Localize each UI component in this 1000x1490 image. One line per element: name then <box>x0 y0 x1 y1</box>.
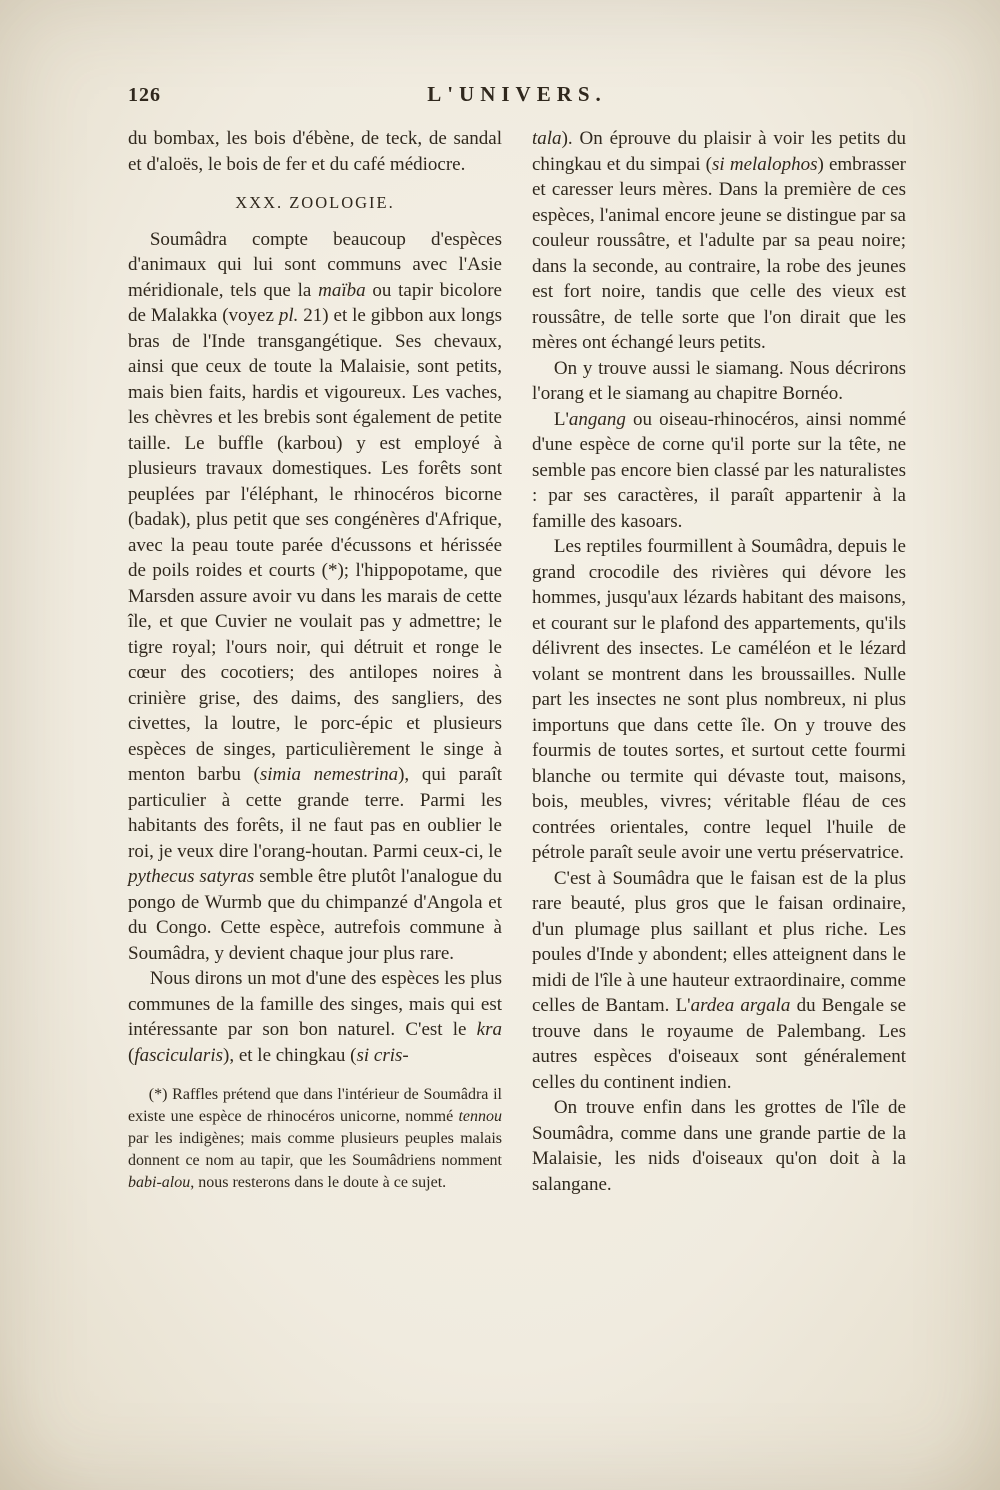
page-title: L'UNIVERS. <box>427 82 607 106</box>
paragraph-continuation: du bombax, les bois d'ébène, de teck, de sandal et d'aloës, le bois de fer et du café médiocre. <box>128 128 502 175</box>
paragraph-continuation: tala). On éprouve du plaisir à voir les petits du chingkau et du simpai (si melalophos) embrasser et caresser leurs mères. Dans la première de ces espèces, l'animal encore jeune se distingue par sa couleur roussâtre, et l'adulte par sa peau noire; dans la seconde, au contraire, la robe des jeunes est fort noire, tandis que celle des vieux est roussâtre, de telle sorte que l'on dirait que les mères ont échangé leurs petits. <box>532 128 906 353</box>
paragraph: Nous dirons un mot d'une des espèces les plus communes de la famille des singes, mais qui est intéressante par son bon naturel. C'est le kra (fascicularis), et le chingkau (si cris- <box>128 968 502 1066</box>
paragraph: L'angang ou oiseau-rhinocéros, ainsi nommé d'une espèce de corne qu'il porte sur la tête, ne semble pas encore bien classé par les naturalistes : par ses caractères, il paraît appartenir à la famille des kasoars. <box>532 408 906 532</box>
text-columns <box>128 126 906 1197</box>
left-column <box>128 126 502 1197</box>
page-header <box>128 82 906 112</box>
footnote-paragraph: (*) Raffles prétend que dans l'intérieur de Soumâdra il existe une espèce de rhinocéros unicorne, nommé tennou par les indigènes; mais comme plusieurs peuples malais donnent ce nom au tapir, que les Soumâdriens nomment babi-alou, nous resterons dans le doute à ce sujet. <box>128 1086 502 1191</box>
left-column-body <box>128 126 502 1068</box>
paragraph: On y trouve aussi le siamang. Nous décrirons l'orang et le siamang au chapitre Bornéo. <box>532 357 906 404</box>
footnote <box>128 1084 502 1194</box>
right-column-body <box>532 126 906 1197</box>
paragraph: C'est à Soumâdra que le faisan est de la plus rare beauté, plus gros que le faisan ordinaire, d'un plumage plus saillant et plus riche. Les poules d'Inde y abondent; elles atteignent dans le midi de l'île à une hauteur extraordinaire, comme celles de Bantam. L'ardea argala du Bengale se trouve dans le royaume de Palembang. Les autres espèces d'oiseaux sont généralement celles du continent indien. <box>532 867 907 1093</box>
right-column <box>532 126 906 1197</box>
paragraph: Soumâdra compte beaucoup d'espèces d'animaux qui lui sont communs avec l'Asie méridionale, tels que la maïba ou tapir bicolore de Malakka (voyez pl. 21) et le gibbon aux longs bras de l'Inde transgangétique. Ses chevaux, ainsi que ceux de toute la Malaisie, sont petits, mais bien faits, hardis et vigoureux. Les vaches, les chèvres et les brebis sont également de petite taille. Le buffle (karbou) y est employé à plusieurs travaux domestiques. Les forêts sont peuplées par l'éléphant, le rhinocéros bicorne (badak), plus petit que ses congénères d'Afrique, avec la peau toute parée d'écussons et hérissée de poils roides et courts (*); l'hippopotame, que Marsden assure avoir vu dans les marais de cette île, et que Cuvier ne voulait pas y admettre; le tigre royal; l'ours noir, qui détruit et ronge le cœur des cocotiers; des antilopes noires à crinière grise, des daims, des sangliers, des civettes, la loutre, le porc-épic et plusieurs espèces de singes, particulièrement le singe à menton barbu (simia nemestrina), qui paraît particulier à cette grande terre. Parmi les habitants des forêts, il ne faut pas en oublier le roi, je veux dire l'orang-houtan. Parmi ceux-ci, le pythecus satyras semble être plutôt l'analogue du pongo de Wurmb que du chimpanzé d'Angola et du Congo. Cette espèce, autrefois commune à Soumâdra, y devient chaque jour plus rare. <box>128 228 502 964</box>
paragraph: Les reptiles fourmillent à Soumâdra, depuis le grand crocodile des rivières qui dévore les hommes, jusqu'aux lézards habitant des maisons, et courant sur le plafond des appartements, qu'ils délivrent des insectes. Le caméléon et le lézard volant se montrent dans les broussailles. Nulle part les insectes ne sont plus nombreux, ni plus importuns que dans cette île. On y trouve des fourmis de toutes sortes, et surtout cette fourmi blanche ou termite qui dévaste tout, maisons, bois, meubles, vivres; véritable fléau de ces contrées orientales, contre lequel l'huile de pétrole paraît seule avoir une vertu préservatrice. <box>532 536 906 863</box>
paragraph: On trouve enfin dans les grottes de l'île de Soumâdra, comme dans une grande partie de la Malaisie, les nids d'oiseaux qu'on doit à la salangane. <box>532 1097 906 1195</box>
page-number: 126 <box>128 84 161 106</box>
section-heading: XXX. ZOOLOGIE. <box>235 193 395 212</box>
